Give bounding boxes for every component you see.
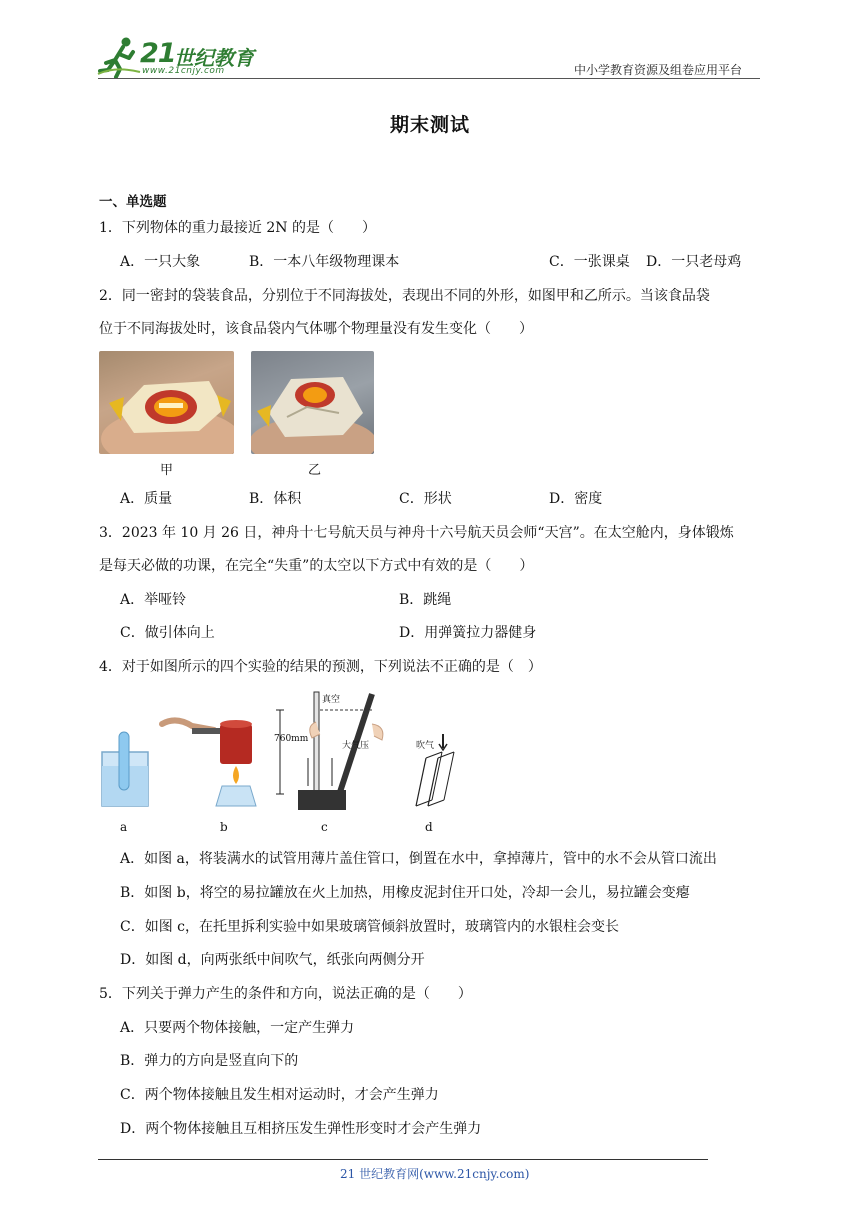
question-5-stem: 5．下列关于弹力产生的条件和方向，说法正确的是（ ） bbox=[99, 986, 472, 1002]
label-blow: 吹气 bbox=[416, 741, 435, 751]
question-3-option-d: D．用弹簧拉力器健身 bbox=[399, 625, 537, 641]
question-4-option-d: D．如图 d，向两张纸中间吹气，纸张向两侧分开 bbox=[120, 952, 425, 968]
runner-logo-icon bbox=[96, 36, 142, 78]
experiment-a-illustration bbox=[96, 686, 476, 838]
question-4-option-a: A．如图 a，将装满水的试管用薄片盖住管口，倒置在水中，拿掉薄片，管中的水不会从管口流出 bbox=[120, 851, 717, 867]
header-logo bbox=[96, 36, 266, 80]
food-bag-photo-yi bbox=[251, 351, 374, 454]
caption-jia: 甲 bbox=[160, 463, 174, 478]
logo-number: 21 bbox=[140, 38, 176, 69]
logo-url: www.21cnjy.com bbox=[142, 66, 225, 76]
question-2-stem-line-2: 位于不同海拔处时，该食品袋内气体哪个物理量没有发生变化（ ） bbox=[99, 321, 533, 337]
question-2-stem-line-1: 2．同一密封的袋装食品，分别位于不同海拔处，表现出不同的外形，如图甲和乙所示。当该食品袋 bbox=[99, 288, 710, 304]
question-1-option-b: B．一本八年级物理课本 bbox=[249, 254, 400, 270]
question-2-option-c: C．形状 bbox=[399, 491, 452, 507]
label-vacuum: 真空 bbox=[322, 695, 341, 705]
figure-label-d: d bbox=[425, 820, 433, 834]
question-5-option-c: C．两个物体接触且发生相对运动时，才会产生弹力 bbox=[120, 1087, 439, 1103]
figure-label-c: c bbox=[321, 820, 328, 834]
question-3-option-b: B．跳绳 bbox=[399, 592, 452, 608]
question-1-stem: 1．下列物体的重力最接近 2N 的是（ ） bbox=[99, 220, 376, 236]
question-1-option-a: A．一只大象 bbox=[120, 254, 201, 270]
label-atm-pressure: 大气压 bbox=[342, 741, 370, 751]
label-760mm: 760mm bbox=[274, 734, 309, 744]
question-2-option-a: A．质量 bbox=[120, 491, 173, 507]
figure-label-b: b bbox=[220, 820, 228, 834]
experiment-figure bbox=[96, 686, 476, 838]
question-3-option-c: C．做引体向上 bbox=[120, 625, 215, 641]
header-platform-text: 中小学教育资源及组卷应用平台 bbox=[574, 63, 743, 77]
question-1-option-c: C．一张课桌 bbox=[549, 254, 630, 270]
question-4-option-c: C．如图 c，在托里拆利实验中如果玻璃管倾斜放置时，玻璃管内的水银柱会变长 bbox=[120, 919, 620, 935]
footer-rule bbox=[98, 1159, 708, 1160]
question-2-option-b: B．体积 bbox=[249, 491, 302, 507]
logo-text: 世纪教育 bbox=[174, 46, 254, 70]
caption-yi: 乙 bbox=[308, 463, 322, 478]
footer-link[interactable]: 21 世纪教育网(www.21cnjy.com) bbox=[340, 1167, 530, 1181]
question-3-option-a: A．举哑铃 bbox=[120, 592, 187, 608]
header-rule bbox=[98, 78, 760, 79]
page-title: 期末测试 bbox=[390, 114, 471, 136]
section-title: 一、单选题 bbox=[99, 194, 167, 210]
question-5-option-d: D．两个物体接触且互相挤压发生弹性形变时才会产生弹力 bbox=[120, 1121, 482, 1137]
question-3-stem-line-2: 是每天必做的功课，在完全“失重”的太空以下方式中有效的是（ ） bbox=[99, 558, 534, 574]
question-5-option-a: A．只要两个物体接触，一定产生弹力 bbox=[120, 1020, 355, 1036]
question-1-option-d: D．一只老母鸡 bbox=[646, 254, 742, 270]
figure-label-a: a bbox=[120, 820, 128, 834]
question-2-option-d: D．密度 bbox=[549, 491, 603, 507]
question-3-stem-line-1: 3．2023 年 10 月 26 日，神舟十七号航天员与神舟十六号航天员会师“天宫”。在太空舱内，身体锻炼 bbox=[99, 525, 734, 541]
question-4-stem: 4．对于如图所示的四个实验的结果的预测，下列说法不正确的是（ ） bbox=[99, 659, 542, 675]
food-bag-photo-jia bbox=[99, 351, 234, 454]
question-5-option-b: B．弹力的方向是竖直向下的 bbox=[120, 1053, 299, 1069]
question-4-option-b: B．如图 b，将空的易拉罐放在火上加热，用橡皮泥封住开口处，冷却一会儿，易拉罐会变瘪 bbox=[120, 885, 690, 901]
